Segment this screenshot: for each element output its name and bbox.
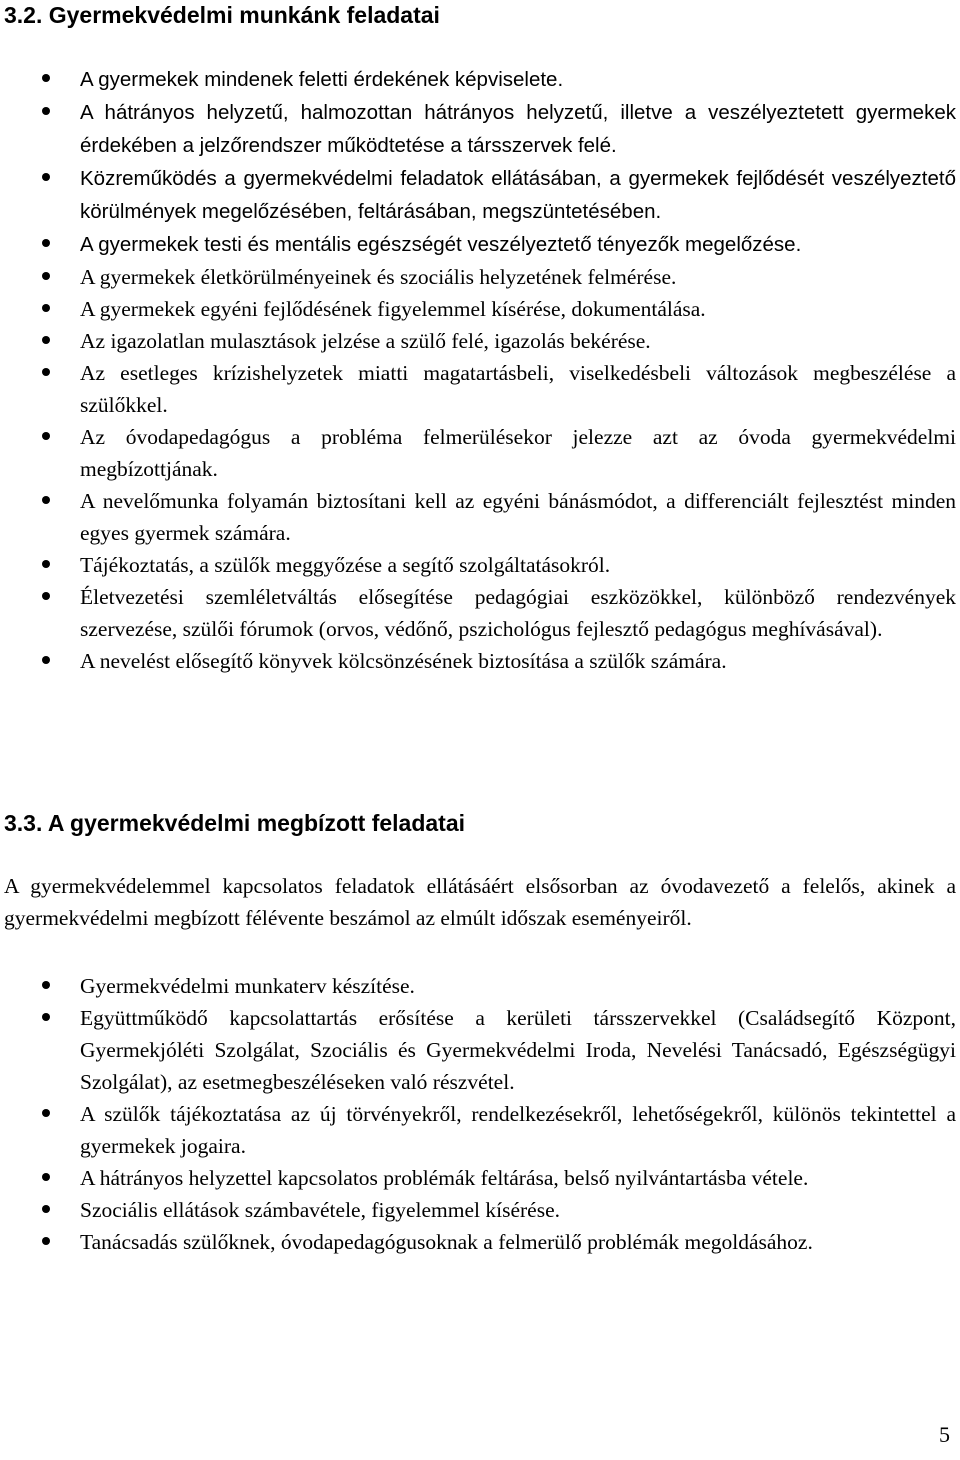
list-item-text: Gyermekvédelmi munkaterv készítése. [80,974,415,998]
list-item [0,485,956,549]
bullet-icon [42,432,50,440]
section-heading: 3.3. A gyermekvédelmi megbízott feladatai [4,810,466,836]
task-list [0,970,956,1258]
bullet-icon [42,1205,50,1213]
list-item [0,357,956,421]
list-item-text: Együttműködő kapcsolattartás erősítése a kerületi társszervekkel (Családsegítő Központ, Gyermekjóléti Szolgálat, Szociális és Gyermekvédelmi Iroda, Nevelési Tanácsadó, Egészségügyi Szolgálat), az esetmegbeszéléseken való részvétel. [80,1006,956,1094]
list-item-text: A gyermekek testi és mentális egészségét veszélyeztető tényezők megelőzése. [80,233,802,256]
section-heading: 3.2. Gyermekvédelmi munkánk feladatai [4,2,440,28]
list-item [0,970,956,1002]
list-item [0,549,956,581]
list-item-text: A hátrányos helyzettel kapcsolatos problémák feltárása, belső nyilvántartásba vétele. [80,1166,809,1190]
bullet-icon [42,560,50,568]
list-item [0,1226,956,1258]
list-item-text: A nevelést elősegítő könyvek kölcsönzésének biztosítása a szülők számára. [80,649,727,673]
list-item [0,293,956,325]
list-item [0,261,956,293]
list-item [0,581,956,645]
bullet-icon [42,1173,50,1181]
task-list [0,63,956,677]
list-item-text: A hátrányos helyzetű, halmozottan hátrányos helyzetű, illetve a veszélyeztetett gyermekek érdekében a jelzőrendszer működtetése a társszervek felé. [80,101,956,157]
page-number: 5 [939,1422,950,1447]
list-item-text: Tanácsadás szülőknek, óvodapedagógusoknak a felmerülő problémák megoldásához. [80,1230,813,1254]
intro-paragraph: A gyermekvédelemmel kapcsolatos feladatok ellátásáért elsősorban az óvodavezető a felelős, akinek a gyermekvédelmi megbízott félévente beszámol az elmúlt időszak eseményeiről. [4,874,956,930]
list-item-text: A gyermekek életkörülményeinek és szociális helyzetének felmérése. [80,265,677,289]
list-item [0,96,956,162]
bullet-icon [42,74,50,82]
bullet-icon [42,592,50,600]
list-item [0,1162,956,1194]
list-item-text: A nevelőmunka folyamán biztosítani kell az egyéni bánásmódot, a differenciált fejlesztést minden egyes gyermek számára. [80,489,956,545]
list-item [0,1002,956,1098]
bullet-icon [42,656,50,664]
list-item-text: Életvezetési szemléletváltás elősegítése pedagógiai eszközökkel, különböző rendezvények szervezése, szülői fórumok (orvos, védőnő, pszichológus fejlesztő pedagógus meghívásával). [80,585,956,641]
list-item-text: Az igazolatlan mulasztások jelzése a szülő felé, igazolás bekérése. [80,329,651,353]
list-item-text: A gyermekek egyéni fejlődésének figyelemmel kísérése, dokumentálása. [80,297,706,321]
list-item [0,162,956,228]
list-item-text: Az esetleges krízishelyzetek miatti magatartásbeli, viselkedésbeli változások megbeszélése a szülőkkel. [80,361,956,417]
bullet-icon [42,1237,50,1245]
list-item [0,63,956,96]
list-item [0,645,956,677]
bullet-icon [42,368,50,376]
bullet-icon [42,336,50,344]
list-item [0,228,956,261]
list-item-text: Az óvodapedagógus a probléma felmerülésekor jelezze azt az óvoda gyermekvédelmi megbízottjának. [80,425,956,481]
bullet-icon [42,239,50,247]
bullet-icon [42,272,50,280]
list-item-text: A szülők tájékoztatása az új törvényekről, rendelkezésekről, lehetőségekről, különös tekintettel a gyermekek jogaira. [80,1102,956,1158]
list-item [0,1098,956,1162]
bullet-icon [42,304,50,312]
list-item-text: Közreműködés a gyermekvédelmi feladatok ellátásában, a gyermekek fejlődését veszélyeztető körülmények megelőzésében, feltárásában, megszüntetésében. [80,167,956,223]
list-item [0,1194,956,1226]
list-item-text: A gyermekek mindenek feletti érdekének képviselete. [80,68,564,91]
bullet-icon [42,173,50,181]
list-item [0,421,956,485]
bullet-icon [42,981,50,989]
bullet-icon [42,496,50,504]
list-item-text: Szociális ellátások számbavétele, figyelemmel kísérése. [80,1198,560,1222]
bullet-icon [42,1013,50,1021]
bullet-icon [42,107,50,115]
bullet-icon [42,1109,50,1117]
list-item [0,325,956,357]
list-item-text: Tájékoztatás, a szülők meggyőzése a segítő szolgáltatásokról. [80,553,611,577]
